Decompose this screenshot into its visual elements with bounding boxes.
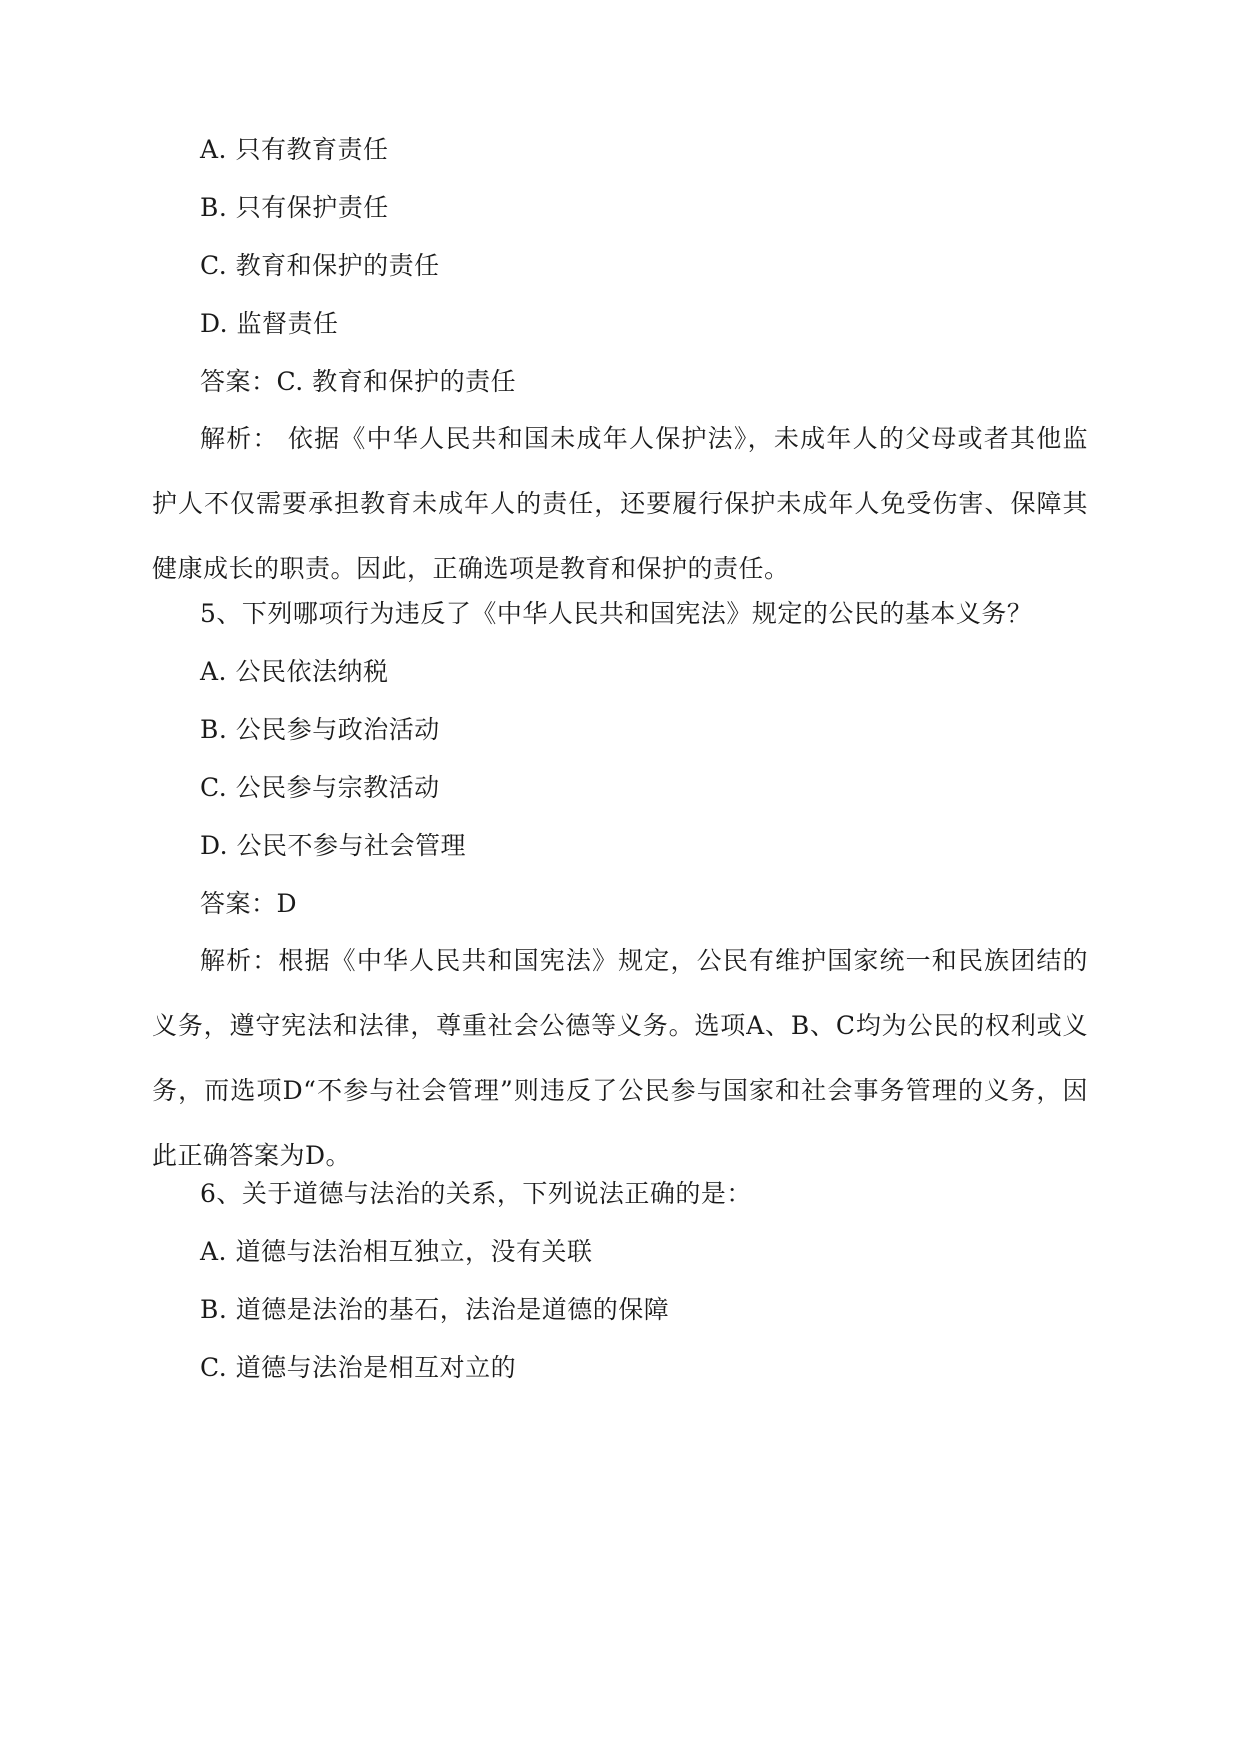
q4-option-c: C. 教育和保护的责任 xyxy=(200,251,440,280)
q4-option-d: D. 监督责任 xyxy=(200,309,339,338)
q5-answer: 答案：D xyxy=(200,889,298,918)
q4-answer: 答案：C. 教育和保护的责任 xyxy=(200,367,517,396)
q4-option-b: B. 只有保护责任 xyxy=(200,193,389,222)
q4-option-a: A. 只有教育责任 xyxy=(200,135,389,164)
q6-question: 6、关于道德与法治的关系，下列说法正确的是： xyxy=(200,1179,752,1208)
q5-analysis: 解析：根据《中华人民共和国宪法》规定，公民有维护国家统一和民族团结的义务，遵守宪法和法律，尊重社会公德等义务。选项A、B、C均为公民的权利或义务，而选项D“不参与社会管理”则违反了公民参与国家和社会事务管理的义务，因此正确答案为D。 xyxy=(152,946,1088,1170)
q4-analysis: 解析： 依据《中华人民共和国未成年人保护法》，未成年人的父母或者其他监护人不仅需要承担教育未成年人的责任，还要履行保护未成年人免受伤害、保障其健康成长的职责。因此，正确选项是教育和保护的责任。 xyxy=(152,424,1088,583)
q6-option-a: A. 道德与法治相互独立，没有关联 xyxy=(200,1237,593,1266)
q5-option-a: A. 公民依法纳税 xyxy=(200,657,389,686)
q6-option-b: B. 道德是法治的基石，法治是道德的保障 xyxy=(200,1295,670,1324)
q5-option-c: C. 公民参与宗教活动 xyxy=(200,773,440,802)
q5-question: 5、下列哪项行为违反了《中华人民共和国宪法》规定的公民的基本义务？ xyxy=(200,599,1033,628)
q5-option-b: B. 公民参与政治活动 xyxy=(200,715,440,744)
q6-option-c: C. 道德与法治是相互对立的 xyxy=(200,1353,517,1382)
q5-option-d: D. 公民不参与社会管理 xyxy=(200,831,467,860)
